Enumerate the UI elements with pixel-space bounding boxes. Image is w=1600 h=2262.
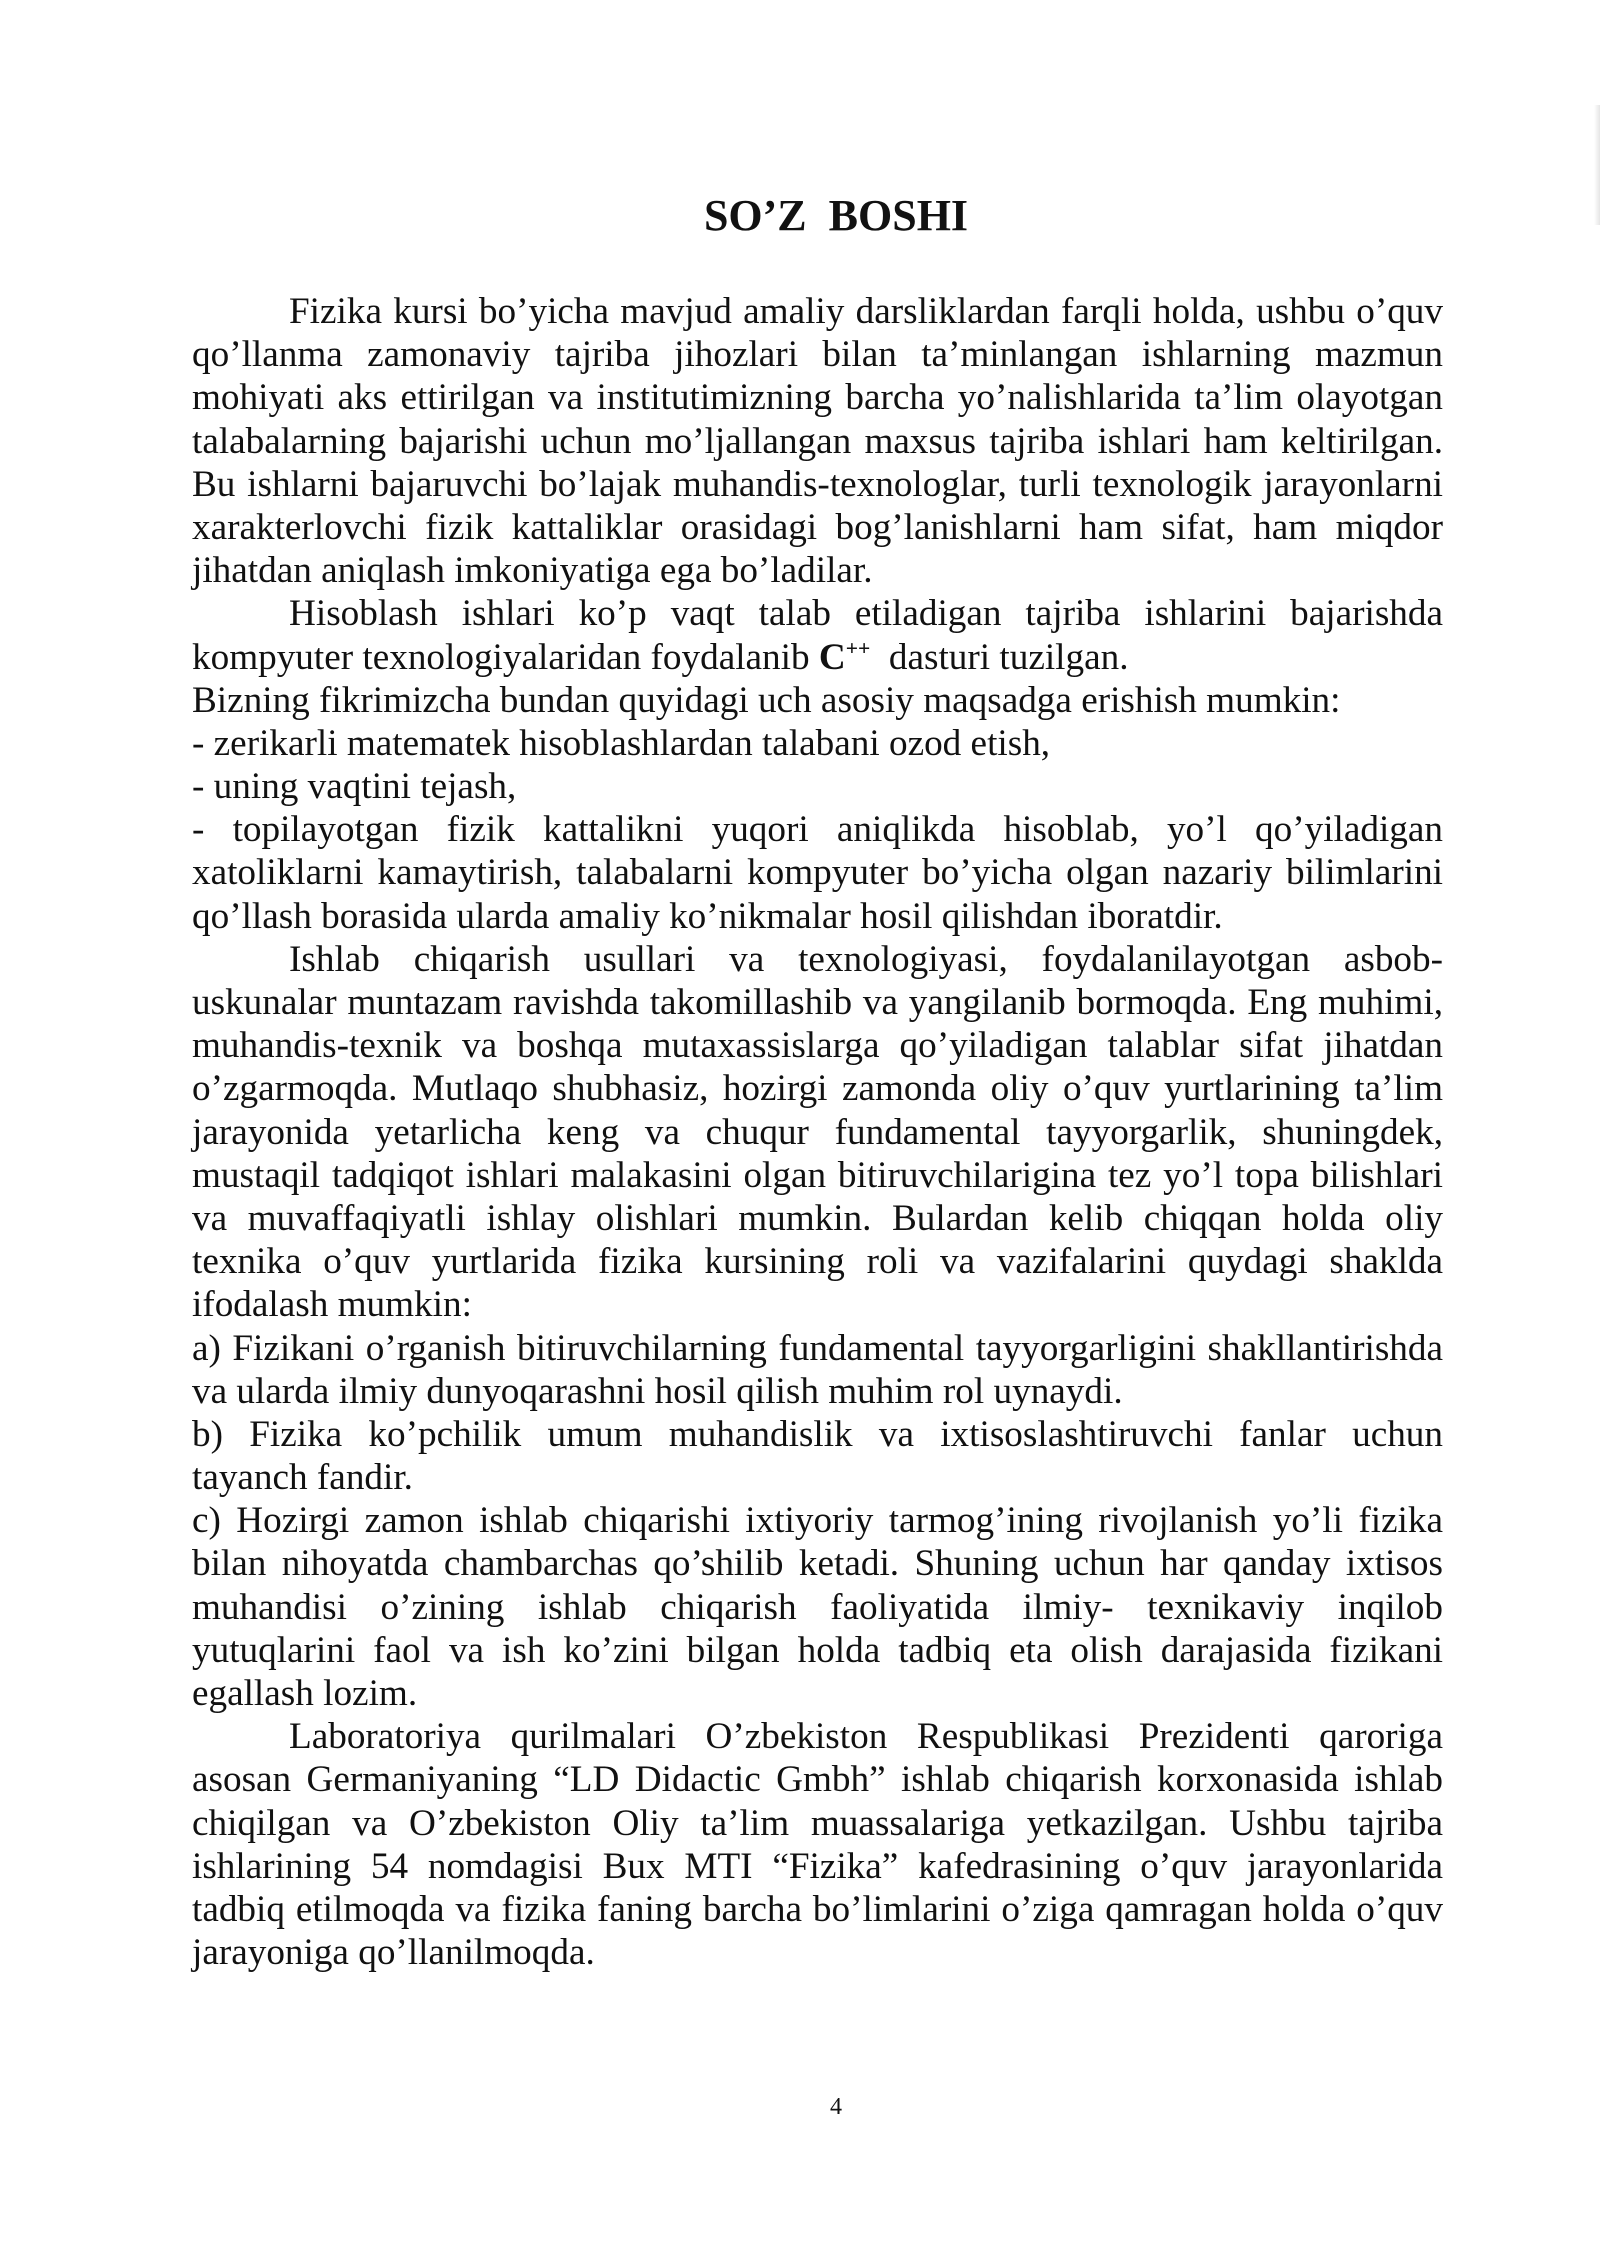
- body-text-line: jihatdan aniqlash imkoniyatiga ega bo’ladilar.: [192, 550, 873, 592]
- body-text-line: jarayonida yetarlicha keng va chuqur fundamental tayyorgarlik, shuningdek,: [192, 1111, 1443, 1153]
- body-text-line: tadbiq etilmoqda va fizika faning barcha bo’limlarini o’ziga qamragan holda o’quv: [192, 1888, 1443, 1930]
- body-text-line: talabalarning bajarishi uchun mo’ljallangan maxsus tajriba ishlari ham keltirilgan.: [192, 420, 1443, 462]
- page-number: 4: [830, 2094, 842, 2120]
- paragraph: [192, 592, 1443, 678]
- list-item: [192, 1499, 1443, 1715]
- body-text-line: ishlarining 54 nomdagisi Bux MTI “Fizika” kafedrasining o’quv jarayonlarida: [192, 1845, 1443, 1887]
- body-text-line: Fizika kursi bo’yicha mavjud amaliy darsliklardan farqli holda, ushbu o’quv: [289, 291, 1443, 332]
- body-text-line: muhandis-texnik va boshqa mutaxassislarga qo’yiladigan talablar sifat jihatdan: [192, 1025, 1443, 1067]
- body-text-line: b) Fizika ko’pchilik umum muhandislik va ixtisoslashtiruvchi fanlar uchun: [192, 1413, 1443, 1455]
- body-text-line: jarayoniga qo’llanilmoqda.: [192, 1932, 595, 1974]
- paragraph: [192, 679, 1443, 722]
- body-text-line: xarakterlovchi fizik kattaliklar orasidagi bog’lanishlarni ham sifat, ham miqdor: [192, 506, 1443, 548]
- paragraph: [192, 1715, 1443, 1974]
- list-item: [192, 1327, 1443, 1413]
- list-item: [192, 808, 1443, 938]
- body-text-line: - zerikarli matematek hisoblashlardan talabani ozod etish,: [192, 722, 1051, 764]
- body-text-line: tayanch fandir.: [192, 1457, 413, 1499]
- body-text-line: Ishlab chiqarish usullari va texnologiyasi, foydalanilayotgan asbob-: [289, 938, 1443, 980]
- body-text-line: muhandisi o’zining ishlab chiqarish faoliyatida ilmiy- texnikaviy inqilob: [192, 1586, 1443, 1628]
- body-text-line: - topilayotgan fizik kattalikni yuqori aniqlikda hisoblab, yo’l qo’yiladigan: [192, 809, 1443, 851]
- body-text-line: Laboratoriya qurilmalari O’zbekiston Respublikasi Prezidenti qaroriga: [289, 1716, 1443, 1758]
- body-text-line: chiqilgan va O’zbekiston Oliy ta’lim muassalariga yetkazilgan. Ushbu tajriba: [192, 1802, 1443, 1844]
- body-text-line: a) Fizikani o’rganish bitiruvchilarning fundamental tayyorgarligini shakllantirishda: [192, 1327, 1443, 1369]
- paragraph: [192, 938, 1443, 1327]
- list-item: [192, 765, 1443, 808]
- body-text-line: bilan nihoyatda chambarchas qo’shilib ketadi. Shuning uchun har qanday ixtisos: [192, 1543, 1443, 1585]
- body-text-line: ifodalash mumkin:: [192, 1284, 472, 1326]
- line-text-before: kompyuter texnologiyalaridan foydalanib: [192, 636, 819, 678]
- body-text-line: Hisoblash ishlari ko’p vaqt talab etiladigan tajriba ishlarini bajarishda: [289, 593, 1443, 635]
- body-text-line: va ularda ilmiy dunyoqarashni hosil qilish muhim rol uynaydi.: [192, 1370, 1123, 1412]
- scan-edge-shadow: [1594, 105, 1600, 225]
- body-text-line: c) Hozirgi zamon ishlab chiqarishi ixtiyoriy tarmog’ining rivojlanish yo’li fizika: [192, 1500, 1443, 1542]
- page-title: SO’Z BOSHI: [703, 191, 969, 240]
- body-text-line: qo’llanma zamonaviy tajriba jihozlari bilan ta’minlangan ishlarning mazmun: [192, 334, 1443, 376]
- body-text-line: o’zgarmoqda. Mutlaqo shubhasiz, hozirgi zamonda oliy o’quv yurtlarining ta’lim: [192, 1068, 1443, 1110]
- cpp-language-name: C: [818, 636, 846, 678]
- cpp-superscript: ++: [845, 636, 871, 661]
- body-text-line: - uning vaqtini tejash,: [192, 766, 517, 808]
- body-text-line: asosan Germaniyaning “LD Didactic Gmbh” ishlab chiqarish korxonasida ishlab: [192, 1759, 1443, 1801]
- body-text-line: mohiyati aks ettirilgan va institutimizning barcha yo’nalishlarida ta’lim olayotgan: [192, 377, 1443, 419]
- body-text-line: qo’llash borasida ularda amaliy ko’nikmalar hosil qilishdan iboratdir.: [192, 895, 1223, 937]
- body-text-line: yutuqlarini faol va ish ko’zini bilgan holda tadbiq eta olish darajasida fizikani: [192, 1629, 1443, 1671]
- body-text: [192, 290, 1443, 1974]
- body-text-line: va muvaffaqiyatli ishlay olishlari mumkin. Bulardan kelib chiqqan holda oliy: [192, 1197, 1443, 1239]
- body-text-line: xatoliklarni kamaytirish, talabalarni kompyuter bo’yicha olgan nazariy bilimlarini: [192, 852, 1443, 894]
- paragraph: [192, 290, 1443, 592]
- body-text-line: Bizning fikrimizcha bundan quyidagi uch asosiy maqsadga erishish mumkin:: [192, 679, 1341, 721]
- line-text-after: dasturi tuzilgan.: [870, 636, 1129, 678]
- body-text-line: [192, 636, 1443, 679]
- body-text-line: Bu ishlarni bajaruvchi bo’lajak muhandis-texnologlar, turli texnologik jarayonlarni: [192, 463, 1443, 505]
- body-text-line: texnika o’quv yurtlarida fizika kursining roli va vazifalarini quydagi shaklda: [192, 1241, 1443, 1283]
- list-item: [192, 1413, 1443, 1499]
- list-item: [192, 722, 1443, 765]
- body-text-line: uskunalar muntazam ravishda takomillashib va yangilanib bormoqda. Eng muhimi,: [192, 982, 1443, 1023]
- body-text-line: egallash lozim.: [192, 1673, 418, 1714]
- body-text-line: mustaqil tadqiqot ishlari malakasini olgan bitiruvchilarigina tez yo’l topa bilishlari: [192, 1154, 1443, 1196]
